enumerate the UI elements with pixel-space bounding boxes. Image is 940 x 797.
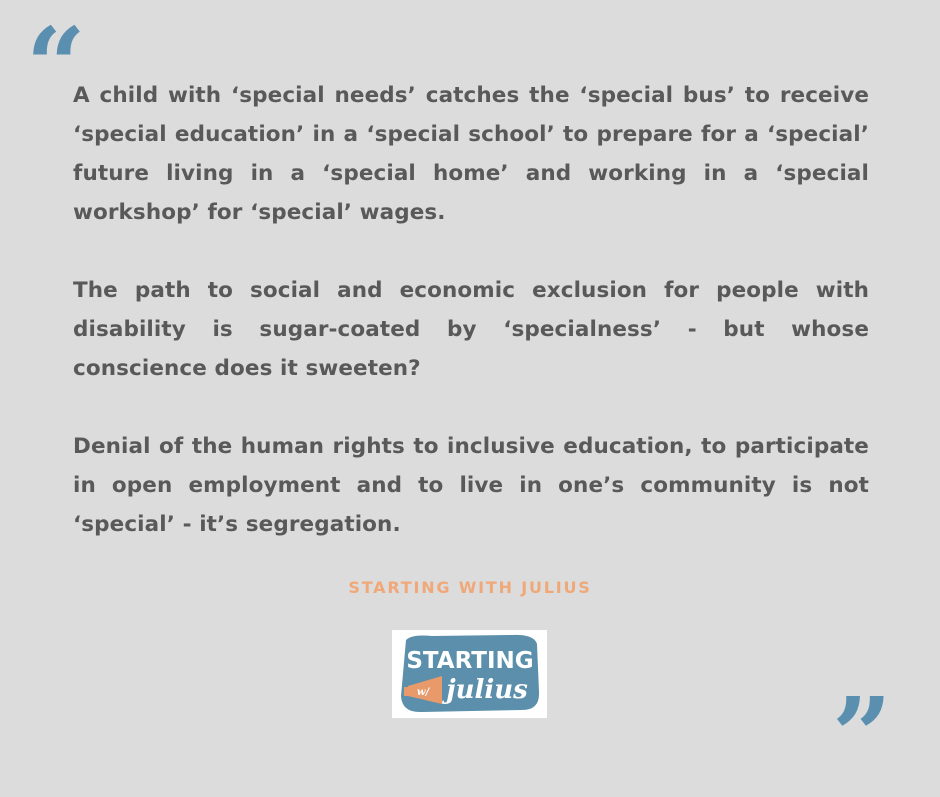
quote-paragraph-2: The path to social and economic exclusion for people with disability is sugar-coated by ‘specialness’ - but whose conscience does it sweeten? xyxy=(73,278,869,381)
quote-paragraph-1: A child with ‘special needs’ catches the ‘special bus’ to receive ‘special education’ in a ‘special school’ to prepare for a ‘special’ future living in a ‘special home’ and working in a ‘special workshop’ for ‘special’ wages. xyxy=(73,83,869,225)
close-quote-mark: ” xyxy=(832,674,892,797)
starting-with-julius-logo xyxy=(392,630,547,718)
quote-paragraph-3: Denial of the human rights to inclusive education, to participate in open employment and to live in one’s community is not ‘special’ - it’s segregation. xyxy=(73,434,869,537)
open-quote-mark: “ xyxy=(26,4,86,127)
logo-text-starting: STARTING xyxy=(406,648,534,674)
logo-text-with: w/ xyxy=(416,687,430,698)
quote-text xyxy=(73,76,869,583)
attribution: STARTING WITH JULIUS xyxy=(348,578,592,597)
logo-text-julius: julius xyxy=(446,675,528,705)
